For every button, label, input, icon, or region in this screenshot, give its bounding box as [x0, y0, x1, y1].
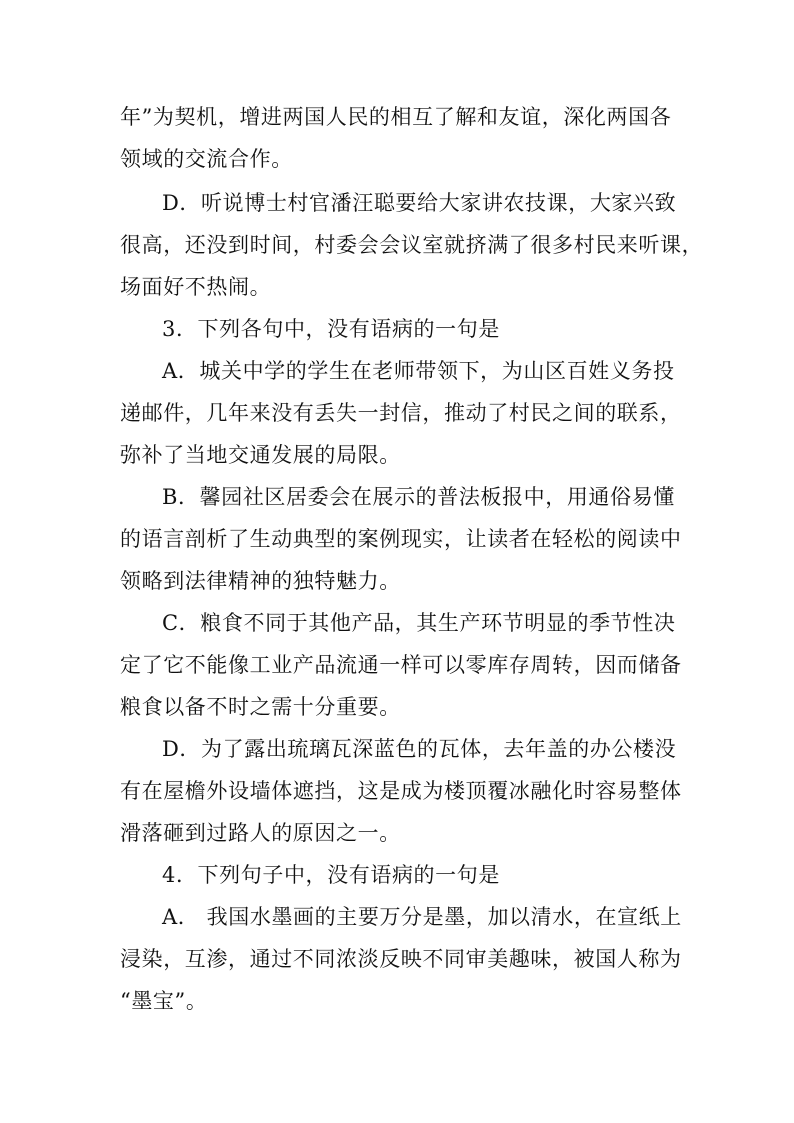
text-line-continuation: 的语言剖析了生动典型的案例现实，让读者在轻松的阅读中: [120, 527, 682, 551]
question-3-stem: 3．下列各句中，没有语病的一句是: [162, 317, 500, 341]
question-4-stem: 4．下列句子中，没有语病的一句是: [162, 863, 500, 887]
text-line-continuation: “墨宝”。: [120, 989, 208, 1013]
text-line-continuation: 弥补了当地交通发展的局限。: [120, 443, 401, 467]
text-line-continuation: 年”为契机，增进两国人民的相互了解和友谊，深化两国各: [120, 105, 672, 129]
text-line-continuation: 滑落砸到过路人的原因之一。: [120, 821, 401, 845]
option-b-q3: B．馨园社区居委会在展示的普法板报中，用通俗易懂: [162, 485, 675, 509]
text-line-continuation: 粮食以备不时之需十分重要。: [120, 695, 401, 719]
option-d-q3: D．为了露出琉璃瓦深蓝色的瓦体，去年盖的办公楼没: [162, 737, 677, 761]
option-c-q3: C．粮食不同于其他产品，其生产环节明显的季节性决: [162, 611, 676, 635]
option-d-q2: D．听说博士村官潘汪聪要给大家讲农技课，大家兴致: [162, 191, 677, 215]
text-line-continuation: 定了它不能像工业产品流通一样可以零库存周转，因而储备: [120, 653, 682, 677]
text-line-continuation: 递邮件，几年来没有丢失一封信，推动了村民之间的联系，: [120, 401, 682, 425]
text-line-continuation: 有在屋檐外设墙体遮挡，这是成为楼顶覆冰融化时容易整体: [120, 779, 682, 803]
text-line-continuation: 领域的交流合作。: [120, 147, 293, 171]
text-line-continuation: 领略到法律精神的独特魅力。: [120, 569, 401, 593]
text-line-continuation: 场面好不热闹。: [120, 275, 272, 299]
text-line-continuation: 浸染，互渗，通过不同浓淡反映不同审美趣味，被国人称为: [120, 947, 682, 971]
text-line-continuation: 很高，还没到时间，村委会会议室就挤满了很多村民来听课，: [120, 233, 704, 257]
option-a-q3: A．城关中学的学生在老师带领下，为山区百姓义务投: [162, 359, 675, 383]
option-a-q4: A． 我国水墨画的主要万分是墨，加以清水，在宣纸上: [162, 905, 682, 929]
